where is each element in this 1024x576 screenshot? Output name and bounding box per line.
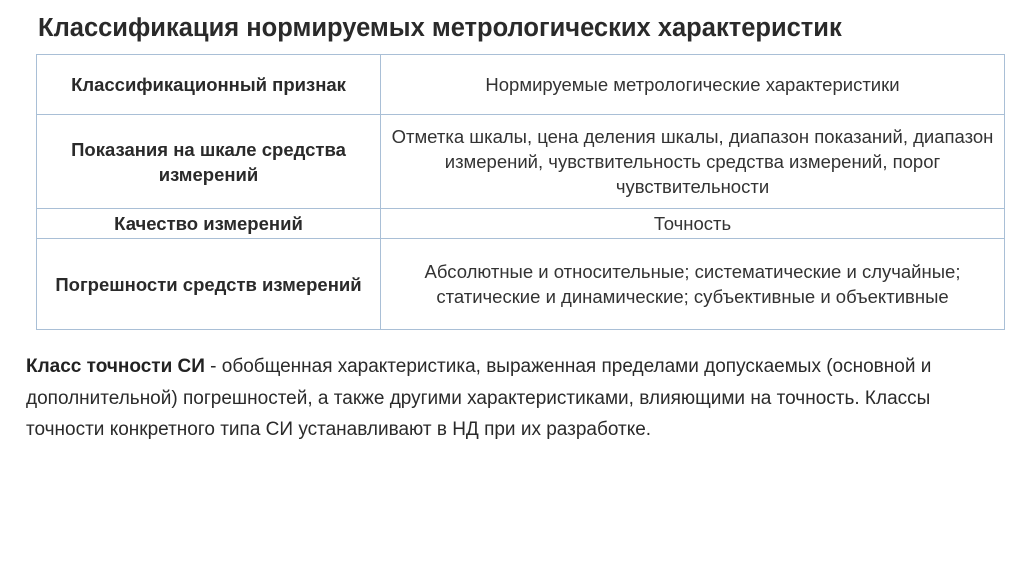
- row-feature-cell: Показания на шкале средства измерений: [37, 115, 381, 209]
- row-feature-cell: Погрешности средств измерений: [37, 239, 381, 330]
- metrics-table-container: [36, 54, 1005, 330]
- table-row: [37, 115, 1005, 209]
- note-term: Класс точности СИ: [26, 356, 205, 377]
- table-row: [37, 209, 1005, 239]
- metrics-table: [36, 54, 1005, 330]
- header-feature-cell: Классификационный признак: [37, 55, 381, 115]
- slide-title: Классификация нормируемых метрологических характеристик: [38, 14, 842, 42]
- header-value-cell: Нормируемые метрологические характеристики: [381, 55, 1005, 115]
- table-header-row: [37, 55, 1005, 115]
- row-feature-cell: Качество измерений: [37, 209, 381, 239]
- row-value-cell: Абсолютные и относительные; систематические и случайные; статические и динамические; субъективные и объективные: [381, 239, 1005, 330]
- table-row: [37, 239, 1005, 330]
- accuracy-class-note: [26, 351, 1001, 446]
- row-value-cell: Точность: [381, 209, 1005, 239]
- row-value-cell: Отметка шкалы, цена деления шкалы, диапазон показаний, диапазон измерений, чувствительность средства измерений, порог чувствительности: [381, 115, 1005, 209]
- note-definition: - обобщенная характеристика, выраженная пределами допускаемых (основной и дополнительной) погрешностей, а также другими характеристиками, влияющими на точность. Классы точности конкретного типа СИ устанавливают в НД при их разработке.: [26, 356, 932, 440]
